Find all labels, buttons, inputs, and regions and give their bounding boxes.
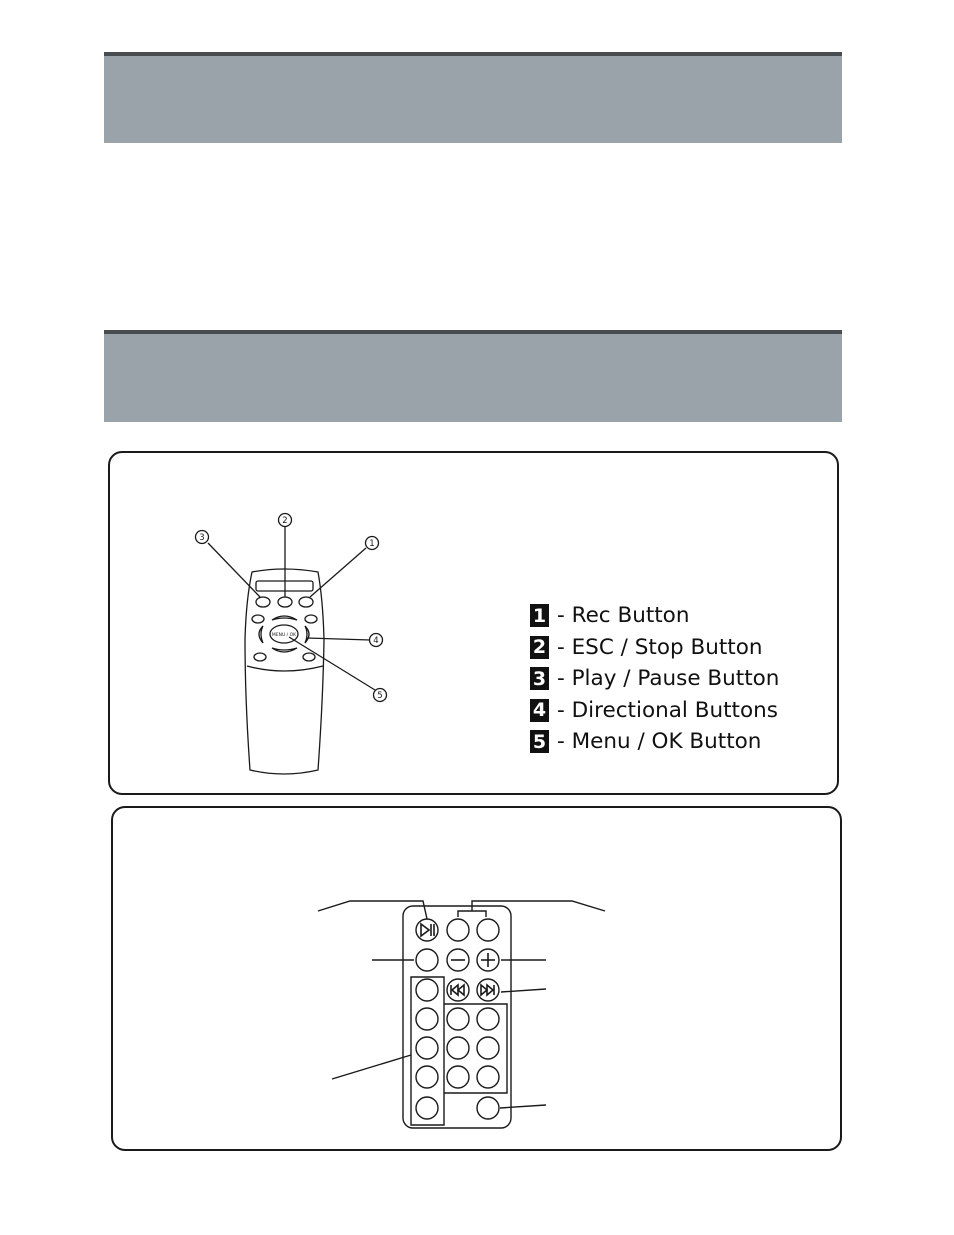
number-button (416, 1097, 438, 1119)
legend-number: 3 (530, 667, 549, 690)
number-button (477, 1066, 499, 1088)
card-button (416, 979, 438, 1001)
number-button (416, 1008, 438, 1030)
legend-number: 2 (530, 636, 549, 659)
legend-number: 5 (530, 730, 549, 753)
callout-5-label: 5 (377, 691, 383, 701)
legend-number: 1 (530, 604, 549, 627)
number-button (477, 1008, 499, 1030)
fast-forward-icon (481, 985, 494, 995)
number-button (416, 1066, 438, 1088)
legend-label: - Rec Button (557, 603, 690, 629)
number-button (447, 1037, 469, 1059)
legend-label: - Play / Pause Button (557, 666, 780, 692)
small-remote-menu-ok-label: MENU / OK (271, 633, 297, 638)
plus-icon (481, 953, 495, 967)
number-button (477, 1037, 499, 1059)
callout-1-label: 1 (369, 539, 375, 549)
callout-3-label: 3 (199, 533, 205, 543)
callout-2-label: 2 (282, 516, 288, 526)
card-button (447, 919, 469, 941)
number-button (416, 1037, 438, 1059)
play-pause-icon (421, 924, 434, 936)
card-button (477, 919, 499, 941)
legend-label: - Menu / OK Button (557, 729, 762, 755)
card-button (477, 1097, 499, 1119)
card-button (416, 949, 438, 971)
legend-label: - Directional Buttons (557, 697, 778, 723)
rewind-icon (451, 985, 464, 995)
legend-number: 4 (530, 699, 549, 722)
number-button (447, 1008, 469, 1030)
number-button (447, 1066, 469, 1088)
callout-4-label: 4 (373, 636, 379, 646)
legend-label: - ESC / Stop Button (557, 634, 763, 660)
